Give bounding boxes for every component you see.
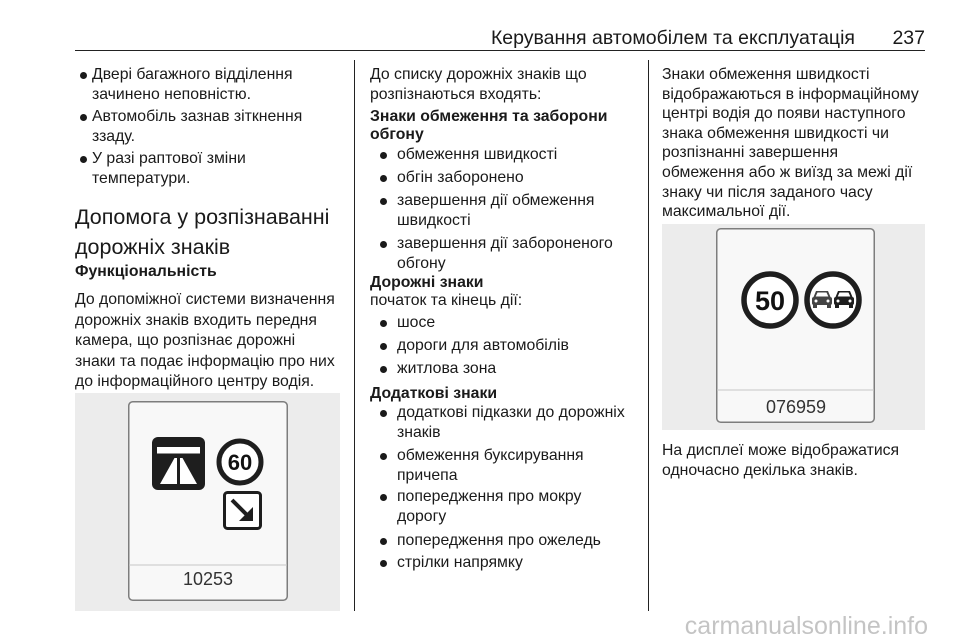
display-illustration <box>75 393 340 611</box>
speed-limit-sign-icon <box>219 441 261 483</box>
odometer-code: 10253 <box>182 569 234 589</box>
list-item-text: шосе <box>397 314 436 331</box>
list-item-text: додаткові підказки до дорожніх знаків <box>397 404 625 441</box>
list-item-text: У разі раптової зміни температури. <box>92 150 246 187</box>
chapter-title: Керування автомобілем та експлуатація <box>490 27 855 49</box>
subsection-heading: Функціональність <box>75 263 217 280</box>
bullet-icon <box>380 453 387 460</box>
list-item-text: обмеження швидкості <box>397 146 558 163</box>
list-item-text: попередження про ожеледь <box>397 532 601 549</box>
site-watermark: carmanualsonline.info <box>684 612 928 640</box>
list-item-text: обгін заборонено <box>397 169 524 186</box>
list-item-text: завершення дії забороненого обгону <box>397 235 613 272</box>
intro-paragraph: До списку дорожніх знаків що розпізнаються входять: <box>370 66 587 103</box>
speed-limit-value: 60 <box>227 450 253 475</box>
page-number: 237 <box>892 27 925 49</box>
group-title: Додаткові знаки <box>370 385 498 402</box>
arrow-down-right-sign-icon <box>225 493 261 529</box>
list-item-text: обмеження буксирування причепа <box>397 447 584 484</box>
column-middle <box>370 0 642 642</box>
list-item-text: стрілки напрямку <box>397 554 523 571</box>
column-left <box>75 0 343 642</box>
driver-info-display <box>716 228 875 423</box>
bullet-icon <box>380 198 387 205</box>
list-item-text: Автомобіль зазнав зіткнення ззаду. <box>92 108 303 145</box>
bullet-icon <box>80 72 87 79</box>
motorway-sign-icon <box>152 437 205 490</box>
bullet-icon <box>380 175 387 182</box>
list-item-text: Двері багажного відділення зачинено неповністю. <box>92 66 293 103</box>
bullet-icon <box>380 241 387 248</box>
body-paragraph: До допоміжної системи визначення дорожніх знаків входить передня камера, що розпізнає дорожні знаки та подає інформацію про них до інформаційного центру водія. <box>75 291 335 390</box>
display-illustration <box>662 224 925 430</box>
bullet-icon <box>380 560 387 567</box>
group-lead: початок та кінець дії: <box>370 292 523 309</box>
column-right <box>662 0 928 642</box>
section-heading: Допомога у розпізнаванні дорожніх знаків <box>75 205 330 259</box>
column-divider <box>648 60 649 611</box>
bullet-icon <box>380 320 387 327</box>
column-divider <box>354 60 355 611</box>
body-paragraph: Знаки обмеження швидкості відображаються в інформаційному центрі водія до появи наступного знака обмеження швидкості чи розпізнанні завершення обмеження або ж виїзд за межі дії знаку чи після заданого часу максимальної дії. <box>662 66 919 221</box>
bullet-icon <box>380 343 387 350</box>
list-item-text: попередження про мокру дорогу <box>397 488 582 525</box>
bullet-icon <box>380 410 387 417</box>
no-overtaking-sign-icon <box>807 274 859 326</box>
bullet-icon <box>380 494 387 501</box>
bullet-icon <box>80 156 87 163</box>
group-title: Дорожні знаки <box>370 274 484 291</box>
bullet-icon <box>380 152 387 159</box>
list-item-text: дороги для автомобілів <box>397 337 569 354</box>
list-item-text: завершення дії обмеження швидкості <box>397 192 595 229</box>
odometer-code: 076959 <box>765 397 827 417</box>
bullet-icon <box>380 538 387 545</box>
list-item-text: житлова зона <box>397 360 497 377</box>
speed-limit-sign-icon <box>744 274 796 326</box>
bullet-icon <box>380 366 387 373</box>
group-title: Знаки обмеження та заборони обгону <box>370 108 608 143</box>
speed-limit-value: 50 <box>754 286 786 316</box>
bullet-icon <box>80 114 87 121</box>
driver-info-display <box>128 401 288 601</box>
figure-caption: На дисплеї може відображатися одночасно декілька знаків. <box>662 442 900 479</box>
